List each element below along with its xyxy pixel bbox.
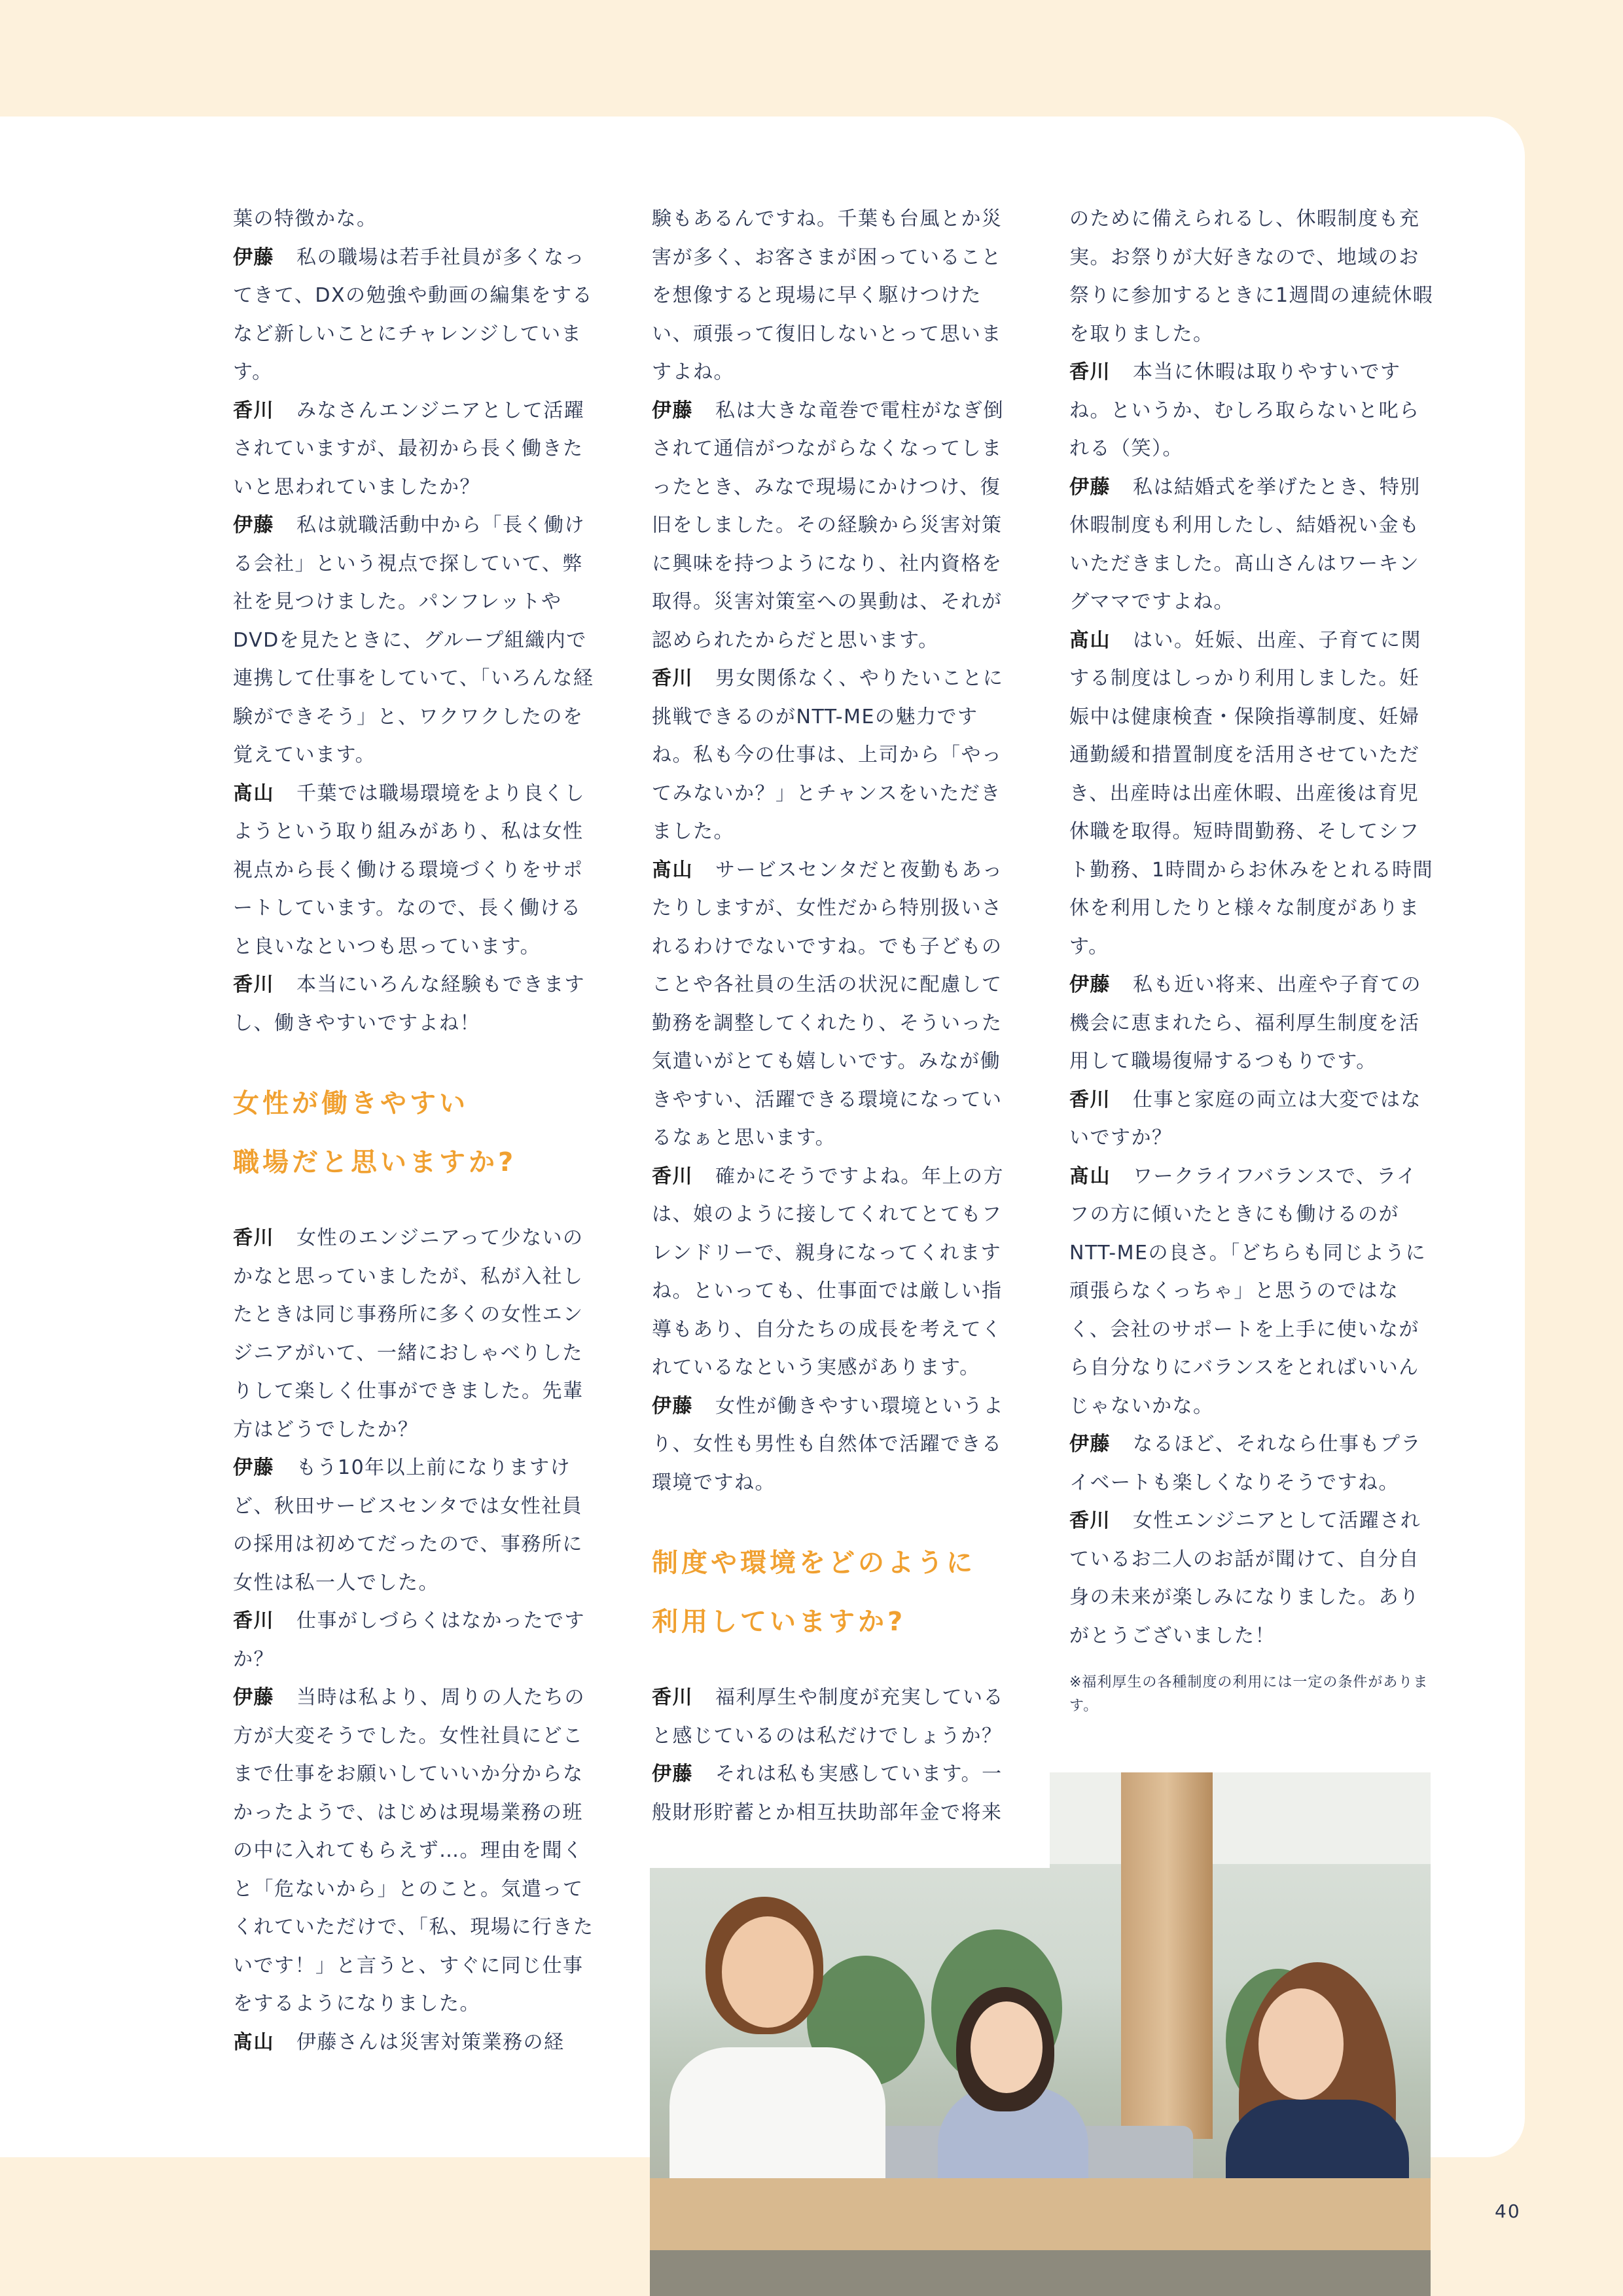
dialogue-line bbox=[233, 1679, 599, 2024]
table bbox=[650, 2178, 1431, 2250]
dialogue-line bbox=[652, 392, 1018, 660]
speaker-name: 伊藤 bbox=[652, 1394, 693, 1418]
dialogue-line bbox=[1069, 469, 1436, 622]
speaker-name: 香川 bbox=[233, 1609, 274, 1632]
dialogue-text: 葉の特徴かな。 bbox=[233, 207, 378, 230]
dialogue-text: 験もあるんですね。千葉も台風とか災害が多く、お客さまが困っていることを想像すると現場に早く駆けつけたい、頑張って復旧しないとって思いますよね。 bbox=[652, 207, 1003, 384]
dialogue-line bbox=[233, 1449, 599, 1602]
dialogue-block-3 bbox=[652, 200, 1018, 1502]
dialogue-text: のために備えられるし、休暇制度も充実。お祭りが大好きなので、地域のお祭りに参加するときに1週間の連続休暇を取りました。 bbox=[1069, 207, 1434, 346]
text-column-1 bbox=[233, 200, 599, 2062]
dialogue-text: 福利厚生や制度が充実していると感じているのは私だけでしょうか？ bbox=[652, 1686, 1004, 1748]
dialogue-line bbox=[233, 239, 599, 392]
speaker-name: 香川 bbox=[1069, 361, 1111, 384]
speaker-name: 香川 bbox=[1069, 1509, 1111, 1532]
dialogue-line bbox=[233, 200, 599, 239]
dialogue-text: 女性エンジニアとして活躍されているお二人のお話が聞けて、自分自身の未来が楽しみになりました。ありがとうございました！ bbox=[1069, 1509, 1421, 1647]
speaker-name: 髙山 bbox=[233, 2030, 274, 2054]
dialogue-line bbox=[652, 1755, 1018, 1832]
dialogue-line bbox=[652, 1158, 1018, 1388]
heading-2-line-1: 制度や環境をどのように bbox=[652, 1548, 976, 1578]
dialogue-text: 女性のエンジニアって少ないのかなと思っていましたが、私が入社したときは同じ事務所に多くの女性エンジニアがいて、一緒におしゃべりしたりして楽しく仕事ができました。先輩方はどうでしたか？ bbox=[233, 1227, 584, 1441]
dialogue-line bbox=[652, 852, 1018, 1158]
dialogue-line bbox=[1069, 200, 1436, 353]
dialogue-text: もう10年以上前になりますけど、秋田サービスセンタでは女性社員の採用は初めてだったので、事務所に女性は私一人でした。 bbox=[233, 1456, 583, 1594]
dialogue-text: みなさんエンジニアとして活躍されていますが、最初から長く働きたいと思われていましたか？ bbox=[233, 399, 585, 499]
dialogue-text: 千葉では職場環境をより良くしようという取り組みがあり、私は女性視点から長く働ける環境づくりをサポートしています。なので、長く働けると良いなといつも思っています。 bbox=[233, 781, 585, 958]
dialogue-line bbox=[233, 775, 599, 967]
dialogue-block-4 bbox=[652, 1679, 1018, 1832]
speaker-name: 髙山 bbox=[1069, 628, 1111, 652]
speaker-name: 香川 bbox=[652, 667, 693, 690]
speaker-name: 伊藤 bbox=[1069, 973, 1111, 996]
speaker-name: 伊藤 bbox=[233, 1456, 274, 1479]
speaker-name: 伊藤 bbox=[233, 1686, 274, 1709]
table-base bbox=[650, 2250, 1431, 2296]
dialogue-line bbox=[652, 660, 1018, 852]
speaker-name: 伊藤 bbox=[233, 245, 274, 269]
dialogue-text: 本当に休暇は取りやすいですね。というか、むしろ取らないと叱られる（笑）。 bbox=[1069, 361, 1420, 460]
dialogue-line bbox=[652, 200, 1018, 392]
speaker-name: 香川 bbox=[233, 1227, 274, 1249]
dialogue-line bbox=[652, 1388, 1018, 1503]
speaker-name: 伊藤 bbox=[1069, 475, 1111, 499]
dialogue-text: それは私も実感しています。一般財形貯蓄とか相互扶助部年金で将来 bbox=[652, 1763, 1003, 1824]
speaker-name: 髙山 bbox=[233, 781, 274, 805]
text-column-2 bbox=[652, 200, 1018, 1832]
dialogue-text: 私は大きな竜巻で電柱がなぎ倒されて通信がつながらなくなってしまったとき、みなで現場にかけつけ、復旧をしました。その経験から災害対策に興味を持つようになり、社内資格を取得。災害対策室への異動は、それが認められたからだと思います。 bbox=[652, 399, 1004, 652]
speaker-name: 香川 bbox=[652, 1686, 693, 1709]
dialogue-line bbox=[1069, 622, 1436, 967]
speaker-name: 香川 bbox=[233, 973, 274, 996]
dialogue-text: 私も近い将来、出産や子育ての機会に恵まれたら、福利厚生制度を活用して職場復帰するつもりです。 bbox=[1069, 973, 1421, 1073]
text-column-3 bbox=[1069, 200, 1436, 1718]
heading-1-line-1: 女性が働きやすい bbox=[233, 1088, 469, 1119]
wooden-pillar bbox=[1121, 1772, 1213, 2139]
speaker-name: 伊藤 bbox=[652, 399, 693, 422]
section-heading-2 bbox=[652, 1534, 1018, 1651]
dialogue-text: なるほど、それなら仕事もプライベートも楽しくなりそうですね。 bbox=[1069, 1433, 1421, 1494]
dialogue-text: 男女関係なく、やりたいことに挑戦できるのがNTT-MEの魅力ですね。私も今の仕事は、上司から「やってみないか？」とチャンスをいただきました。 bbox=[652, 667, 1004, 843]
dialogue-line bbox=[652, 1679, 1018, 1755]
dialogue-line bbox=[1069, 1158, 1436, 1426]
page-number: 40 bbox=[1495, 2200, 1521, 2222]
speaker-name: 伊藤 bbox=[233, 514, 274, 537]
dialogue-line bbox=[1069, 966, 1436, 1081]
dialogue-block-1 bbox=[233, 200, 599, 1043]
dialogue-text: 本当にいろんな経験もできますし、働きやすいですよね！ bbox=[233, 973, 585, 1035]
dialogue-text: 当時は私より、周りの人たちの方が大変そうでした。女性社員にどこまで仕事をお願いしていいか分からなかったようで、はじめは現場業務の班の中に入れてもらえず…。理由を聞くと「危ないから」とのこと。気遣ってくれていただけで、「私、現場に行きたいです！」と言うと、すぐに同じ仕事をするようになりました。 bbox=[233, 1686, 594, 2015]
dialogue-line bbox=[1069, 353, 1436, 469]
speaker-name: 髙山 bbox=[1069, 1164, 1111, 1188]
dialogue-line bbox=[233, 966, 599, 1043]
dialogue-line bbox=[1069, 1426, 1436, 1502]
dialogue-line bbox=[233, 2024, 599, 2062]
speaker-name: 伊藤 bbox=[652, 1763, 693, 1785]
dialogue-text: 私は就職活動中から「長く働ける会社」という視点で探していて、弊社を見つけました。パンフレットやDVDを見たときに、グループ組織内で連携して仕事をしていて、「いろんな経験ができそう」と、ワクワクしたのを覚えています。 bbox=[233, 514, 594, 766]
speaker-name: 伊藤 bbox=[1069, 1433, 1111, 1456]
speaker-name: 香川 bbox=[1069, 1088, 1111, 1111]
speaker-name: 香川 bbox=[652, 1164, 693, 1188]
dialogue-line bbox=[1069, 1081, 1436, 1158]
dialogue-text: 伊藤さんは災害対策業務の経 bbox=[296, 2030, 565, 2054]
section-heading-1 bbox=[233, 1074, 599, 1192]
speaker-name: 髙山 bbox=[652, 858, 693, 882]
dialogue-block-2 bbox=[233, 1219, 599, 2062]
dialogue-text: 私は結婚式を挙げたとき、特別休暇制度も利用したし、結婚祝い金もいただきました。髙山さんはワーキングママですよね。 bbox=[1069, 475, 1421, 613]
dialogue-line bbox=[233, 1219, 599, 1449]
dialogue-text: ワークライフバランスで、ライフの方に傾いたときにも働けるのがNTT-MEの良さ。「どちらも同じように頑張らなくっちゃ」と思うのではなく、会社のサポートを上手に使いながら自分なりにバランスをとればいいんじゃないかな。 bbox=[1069, 1164, 1427, 1418]
dialogue-line bbox=[1069, 1502, 1436, 1655]
dialogue-text: 確かにそうですよね。年上の方は、娘のように接してくれてとてもフレンドリーで、親身になってくれますね。といっても、仕事面では厳しい指導もあり、自分たちの成長を考えてくれているなという実感があります。 bbox=[652, 1164, 1004, 1379]
dialogue-text: 仕事がしづらくはなかったですか？ bbox=[233, 1609, 585, 1671]
heading-2-line-2: 利用していますか? bbox=[652, 1607, 906, 1637]
footnote: ※福利厚生の各種制度の利用には一定の条件があります。 bbox=[1069, 1674, 1429, 1714]
dialogue-line bbox=[233, 507, 599, 775]
speaker-name: 香川 bbox=[233, 399, 274, 422]
dialogue-text: 私の職場は若手社員が多くなってきて、DXの勉強や動画の編集をするなど新しいことにチャレンジしています。 bbox=[233, 245, 594, 384]
dialogue-text: 仕事と家庭の両立は大変ではないですか？ bbox=[1069, 1088, 1421, 1149]
dialogue-text: はい。妊娠、出産、子育てに関する制度はしっかり利用しました。妊娠中は健康検査・保険指導制度、妊婦通勤緩和措置制度を活用させていただき、出産時は出産休暇、出産後は育児休職を取得。短時間勤務、そしてシフト勤務、1時間からお休みをとれる時間休を利用したりと様々な制度があります。 bbox=[1069, 628, 1434, 958]
dialogue-block-5 bbox=[1069, 200, 1436, 1655]
dialogue-text: 女性が働きやすい環境というより、女性も男性も自然体で活躍できる環境ですね。 bbox=[652, 1394, 1004, 1494]
heading-1-line-2: 職場だと思いますか? bbox=[233, 1147, 517, 1177]
dialogue-line bbox=[233, 1602, 599, 1679]
dialogue-line bbox=[233, 392, 599, 507]
dialogue-text: サービスセンタだと夜勤もあったりしますが、女性だから特別扱いされるわけでないですね。でも子どものことや各社員の生活の状況に配慮して勤務を調整してくれたり、そういった気遣いがとても嬉しいです。みなが働きやすい、活躍できる環境になっているなぁと思います。 bbox=[652, 858, 1003, 1149]
